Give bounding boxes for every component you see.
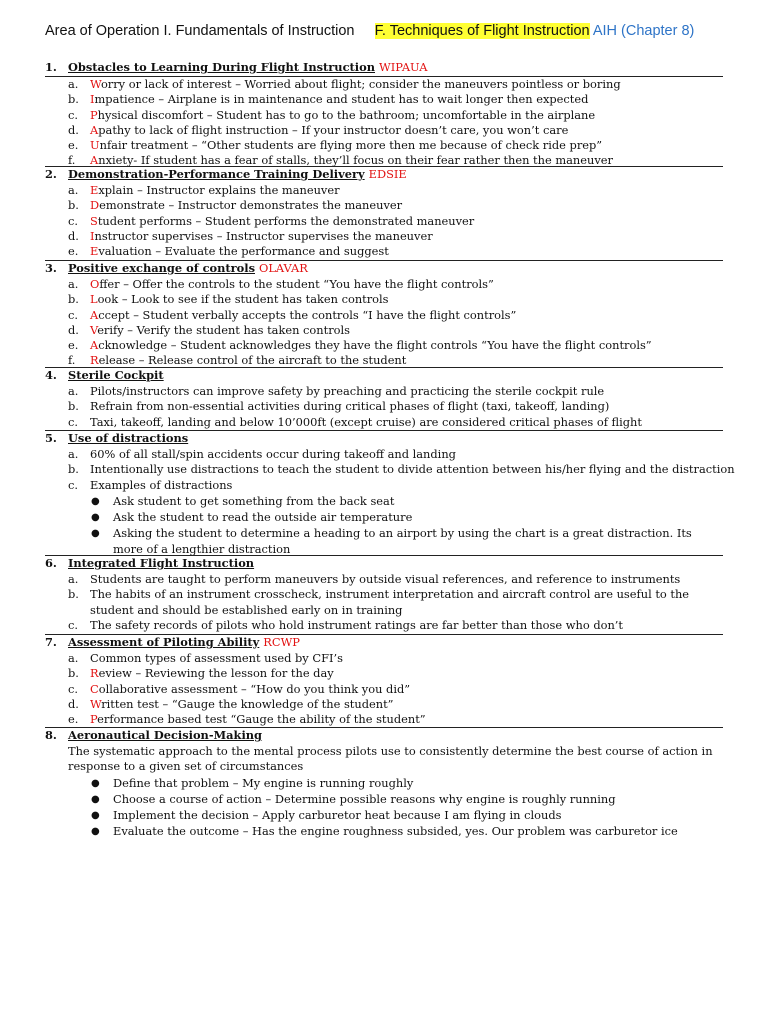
section-5 — [45, 430, 735, 557]
section-title: Obstacles to Learning During Flight Instruction WIPAUA — [68, 60, 428, 74]
section-title: Integrated Flight Instruction — [68, 556, 255, 570]
list-item: b. The habits of an instrument crosscheck, instrument interpretation and aircraft control are useful to the student and should be established early on in training — [68, 587, 690, 617]
section-heading — [45, 728, 723, 744]
list-item: d. Verify – Verify the student has taken controls — [68, 322, 350, 337]
section-number: 6. — [45, 556, 57, 570]
list-item: b. Look – Look to see if the student has taken controls — [68, 292, 389, 307]
list-item: c. Examples of distractions — [68, 477, 233, 492]
section-title: Positive exchange of controls OLAVAR — [68, 261, 308, 275]
list-item: f. Anxiety- If student has a fear of stalls, they’ll focus on their fear rather then the maneuver — [68, 153, 613, 168]
section-paragraph: The systematic approach to the mental process pilots use to consistently determine the best course of action in response to a given set of circumstances — [68, 744, 713, 774]
list-item: c. Taxi, takeoff, landing and below 10’000ft (except cruise) are considered critical phases of flight — [68, 414, 642, 429]
bullet-item: ● Ask the student to read the outside air temperature — [91, 510, 413, 525]
section-title: Use of distractions — [68, 431, 189, 445]
list-item: a. Worry or lack of interest – Worried about flight; consider the maneuvers pointless or boring — [68, 77, 621, 91]
section-number: 4. — [45, 368, 57, 382]
section-number: 3. — [45, 261, 57, 275]
mnemonic: WIPAUA — [379, 60, 428, 74]
list-item: e. Unfair treatment – “Other students are flying more then me because of check ride prep” — [68, 138, 603, 153]
list-item: b. Impatience – Airplane is in maintenance and student has to wait longer then expected — [68, 92, 589, 107]
list-item: d. Apathy to lack of flight instruction – If your instructor doesn’t care, you won’t care — [68, 122, 569, 137]
section-number: 8. — [45, 728, 57, 742]
section-heading — [45, 167, 723, 183]
list-item: a. Common types of assessment used by CFI’s — [68, 651, 343, 665]
bullet-item: ● Choose a course of action – Determine possible reasons why engine is roughly running — [91, 791, 616, 806]
list-item: a. Pilots/instructors can improve safety by preaching and practicing the sterile cockpit rule — [68, 384, 605, 398]
section-heading — [45, 431, 723, 447]
list-item: d. Written test – “Gauge the knowledge of the student” — [68, 696, 394, 711]
page-header — [45, 23, 694, 39]
section-title: Assessment of Piloting Ability RCWP — [68, 635, 300, 649]
list-item: b. Review – Reviewing the lesson for the day — [68, 666, 334, 681]
list-item: a. Students are taught to perform maneuvers by outside visual references, and reference to instruments — [68, 572, 681, 586]
list-item: d. Instructor supervises – Instructor supervises the maneuver — [68, 228, 433, 243]
section-6 — [45, 555, 723, 633]
section-number: 2. — [45, 167, 57, 181]
list-item: c. The safety records of pilots who hold instrument ratings are far better than those who don’t — [68, 617, 623, 632]
section-2 — [45, 166, 723, 259]
section-number: 1. — [45, 60, 57, 74]
reference: AIH (Chapter 8) — [592, 23, 695, 39]
list-item: c. Student performs – Student performs the demonstrated maneuver — [68, 213, 475, 228]
mnemonic: OLAVAR — [259, 261, 308, 275]
area-of-operation: Area of Operation I. Fundamentals of Instruction — [45, 23, 355, 39]
bullet-item: ● Asking the student to determine a heading to an airport by using the chart is a great distraction. Its more of a lengthier distraction — [91, 526, 692, 556]
list-item: b. Demonstrate – Instructor demonstrates the maneuver — [68, 198, 403, 213]
list-item: b. Refrain from non-essential activities during critical phases of flight (taxi, takeoff, landing) — [68, 399, 610, 414]
list-item: e. Performance based test “Gauge the ability of the student” — [68, 712, 426, 727]
list-item: c. Accept – Student verbally accepts the controls “I have the flight controls” — [68, 307, 517, 322]
list-item: e. Evaluation – Evaluate the performance and suggest — [68, 244, 389, 259]
list-item: f. Release – Release control of the aircraft to the student — [68, 353, 407, 368]
task-title: F. Techniques of Flight Instruction — [374, 23, 590, 39]
list-item: c. Physical discomfort – Student has to go to the bathroom; uncomfortable in the airplane — [68, 107, 596, 122]
section-8 — [45, 727, 723, 840]
section-title: Aeronautical Decision-Making — [68, 728, 263, 742]
mnemonic: RCWP — [263, 635, 300, 649]
section-title: Sterile Cockpit — [68, 368, 164, 382]
section-number: 7. — [45, 635, 57, 649]
section-title: Demonstration-Performance Training Delivery EDSIE — [68, 167, 407, 181]
bullet-item: ● Implement the decision – Apply carburetor heat because I am flying in clouds — [91, 808, 562, 823]
section-heading — [45, 556, 723, 572]
list-item: a. 60% of all stall/spin accidents occur during takeoff and landing — [68, 447, 456, 461]
section-4 — [45, 367, 723, 430]
list-item: b. Intentionally use distractions to teach the student to divide attention between his/her flying and the distraction — [68, 462, 735, 477]
section-heading — [45, 261, 723, 277]
section-heading — [45, 368, 723, 384]
bullet-item: ● Evaluate the outcome – Has the engine roughness subsided, yes. Our problem was carburetor ice — [91, 824, 678, 839]
list-item: c. Collaborative assessment – “How do you think you did” — [68, 681, 411, 696]
bullet-item: ● Ask student to get something from the back seat — [91, 493, 395, 508]
section-number: 5. — [45, 431, 57, 445]
section-heading — [45, 60, 723, 77]
mnemonic: EDSIE — [368, 167, 407, 181]
list-item: e. Acknowledge – Student acknowledges they have the flight controls “You have the flight controls” — [68, 338, 652, 353]
section-heading — [45, 635, 723, 651]
section-3 — [45, 260, 723, 369]
section-7 — [45, 634, 723, 727]
section-1 — [45, 60, 723, 169]
list-item: a. Offer – Offer the controls to the student “You have the flight controls” — [68, 277, 494, 291]
bullet-item: ● Define that problem – My engine is running roughly — [91, 775, 414, 790]
list-item: a. Explain – Instructor explains the maneuver — [68, 183, 340, 197]
